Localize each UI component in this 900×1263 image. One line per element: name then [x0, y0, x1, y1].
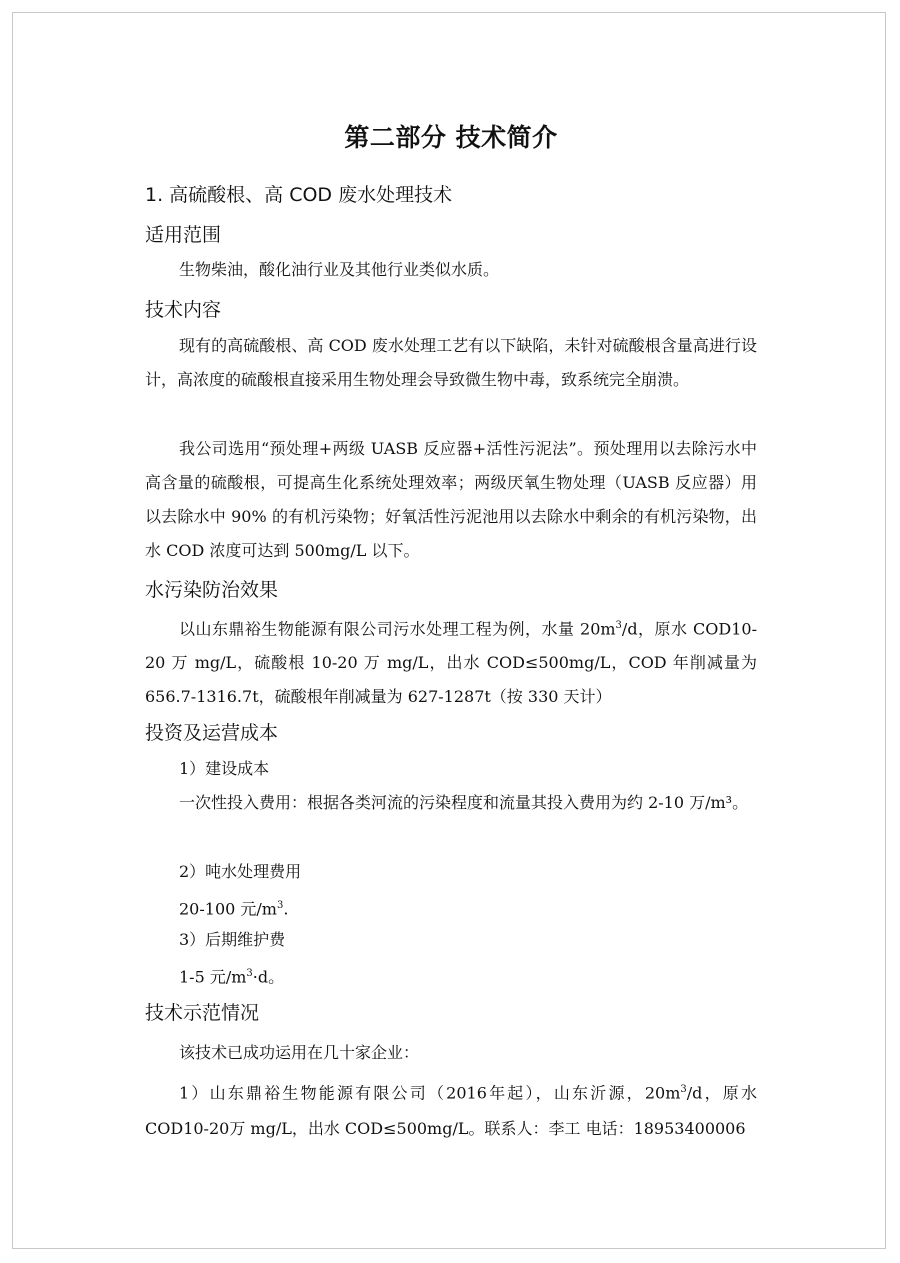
demo-case-1-text-a: 1）山东鼎裕生物能源有限公司（2016年起），山东沂源，20m — [179, 1083, 681, 1103]
cost-item-2-text-a: 20-100 元/m — [179, 899, 277, 919]
cost-item-3-superscript: 3 — [246, 968, 253, 979]
effect-text-a: 以山东鼎裕生物能源有限公司污水处理工程为例，水量 20m — [179, 619, 616, 639]
effect-text-b: /d，原水 COD10-20 万 mg/L，硫酸根 10-20 万 mg/L，出水 COD≤500mg/L，COD 年削减量为 656.7-1316.7t，硫酸根年削减量为 627-1287t（按 330 天计） — [145, 619, 757, 707]
demo-case-1-text-b: /d，原水 COD10-20万 mg/L，出水 COD≤500mg/L。联系人：李工 电话：18953400006 — [145, 1083, 757, 1139]
section-1-title: 1. 高硫酸根、高 COD 废水处理技术 — [145, 184, 453, 206]
cost-item-3-text-a: 1-5 元/m — [179, 967, 247, 987]
page-title: 第二部分 技术简介 — [344, 123, 558, 152]
cost-heading: 投资及运营成本 — [145, 722, 279, 744]
cost-item-3-value — [145, 957, 757, 994]
cost-item-2-label: 2）吨水处理费用 — [179, 862, 302, 881]
cost-item-1-text: 一次性投入费用：根据各类河流的污染程度和流量其投入费用为约 2-10 万/m³。 — [179, 793, 749, 812]
effect-superscript: 3 — [615, 620, 622, 631]
scope-heading: 适用范围 — [145, 224, 222, 246]
cost-item-1-label: 1）建设成本 — [179, 759, 270, 778]
cost-item-2-text-b: . — [283, 899, 289, 919]
cost-item-2-superscript: 3 — [276, 900, 284, 911]
cost-item-2-value — [145, 889, 757, 926]
demo-case-1 — [145, 1072, 757, 1147]
effect-paragraph — [145, 609, 757, 714]
demo-intro: 该技术已成功运用在几十家企业： — [179, 1043, 420, 1062]
effect-heading: 水污染防治效果 — [145, 579, 279, 601]
content-paragraph-2: 我公司选用“预处理+两级 UASB 反应器+活性污泥法”。预处理用以去除污水中高含量的硫酸根，可提高生化系统处理效率；两级厌氧生物处理（UASB 反应器）用以去除水中 90% 的有机污染物；好氧活性污泥池用以去除水中剩余的有机污染物，出水 COD 浓度可达到 500mg/L 以下。 — [145, 439, 757, 560]
content-heading: 技术内容 — [145, 299, 222, 321]
demo-heading: 技术示范情况 — [145, 1002, 260, 1024]
scope-text: 生物柴油，酸化油行业及其他行业类似水质。 — [179, 260, 500, 279]
cost-item-3-text-b: ·d。 — [252, 967, 285, 987]
demo-case-1-superscript: 3 — [680, 1084, 687, 1095]
content-paragraph-1: 现有的高硫酸根、高 COD 废水处理工艺有以下缺陷，未针对硫酸根含量高进行设计，高浓度的硫酸根直接采用生物处理会导致微生物中毒，致系统完全崩溃。 — [145, 336, 757, 389]
cost-item-3-label: 3）后期维护费 — [179, 930, 286, 949]
